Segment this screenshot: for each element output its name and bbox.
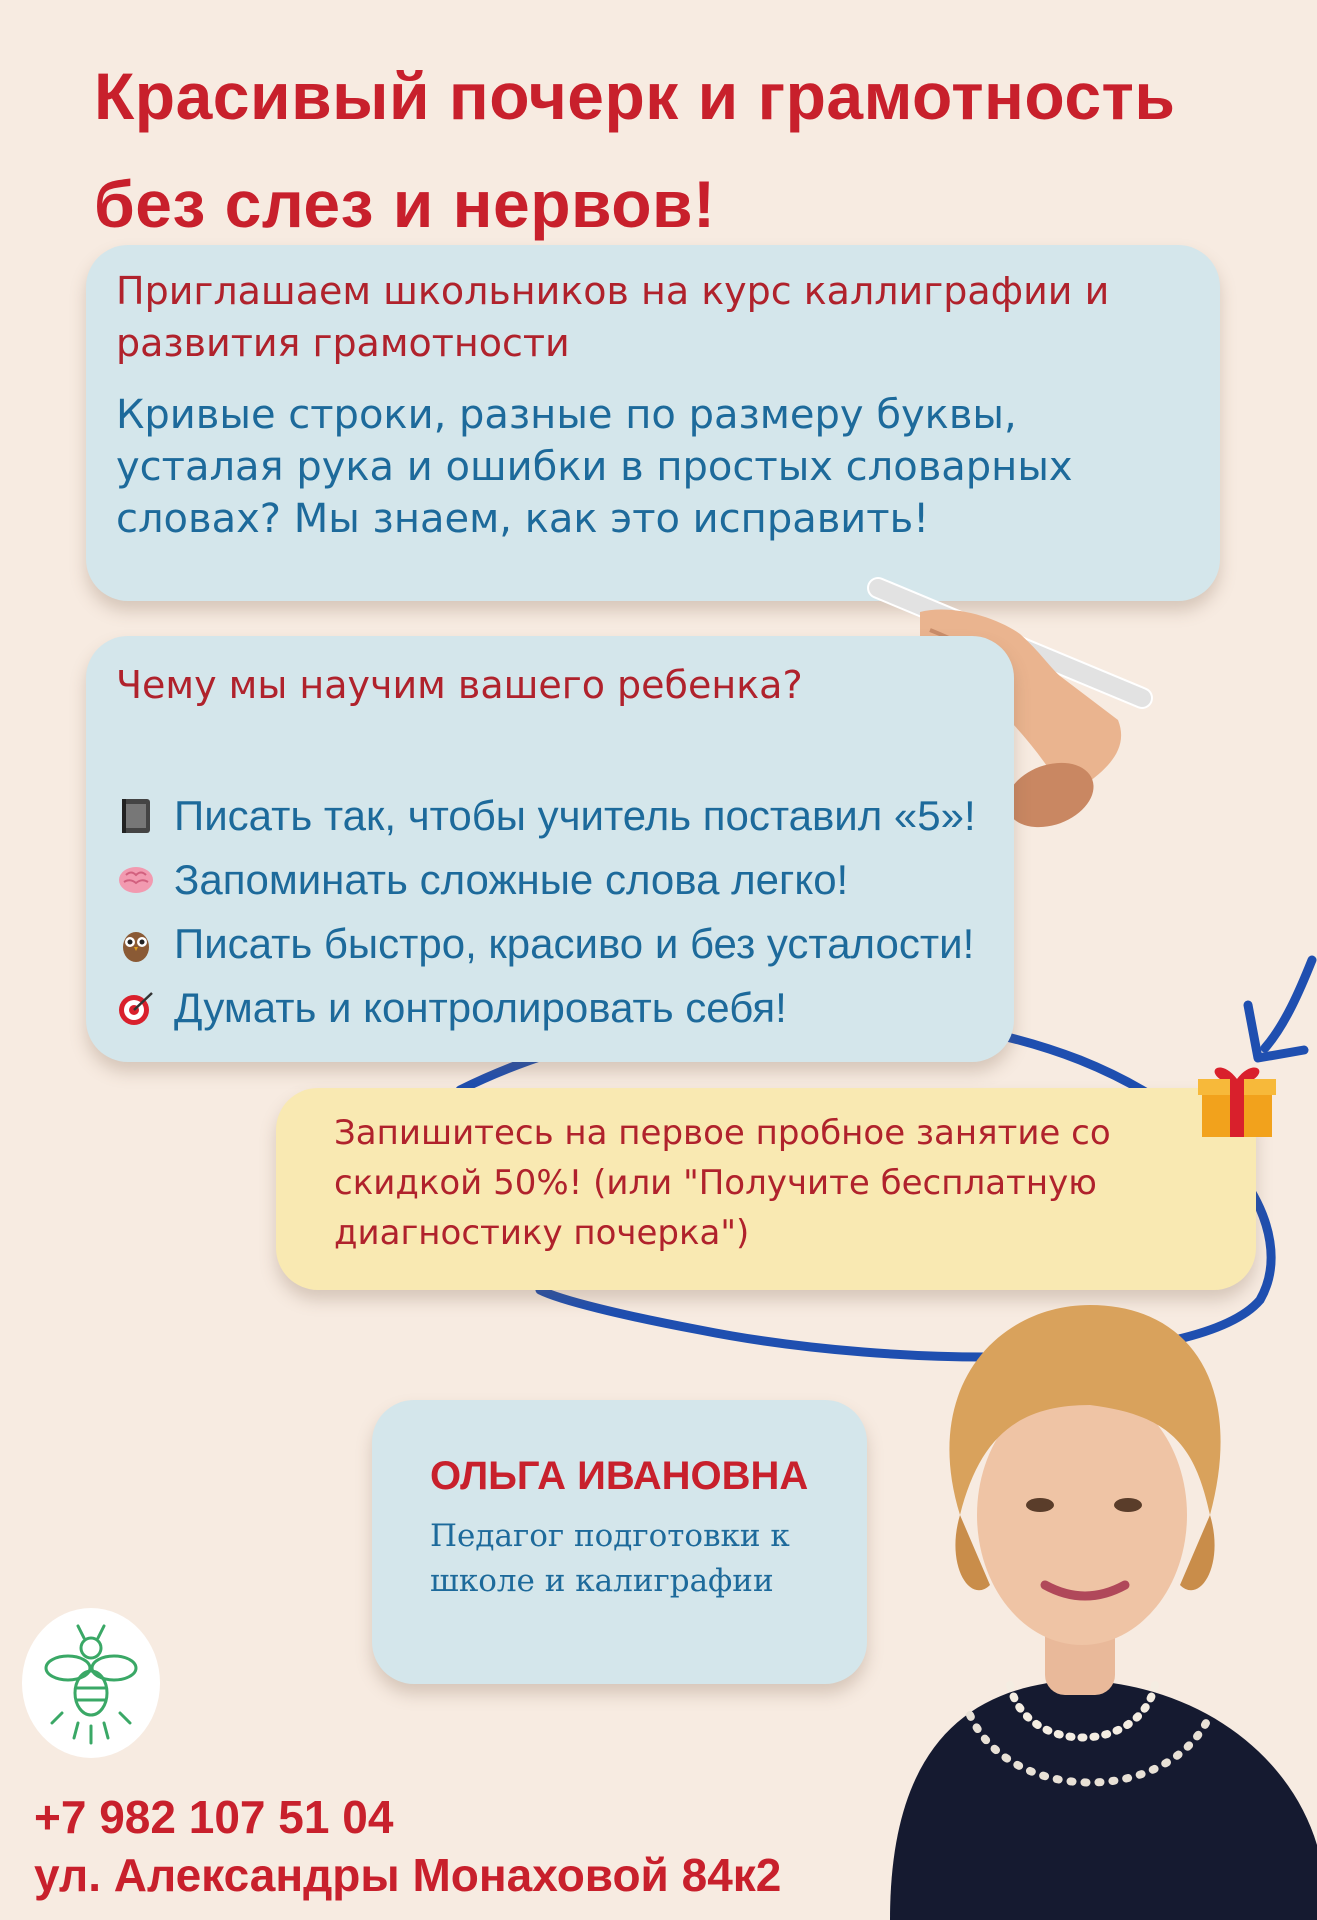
teacher-role: Педагог подготовки к школе и калиграфии	[430, 1518, 790, 1599]
address: ул. Александры Монаховой 84к2	[34, 1849, 782, 1901]
target-icon	[116, 988, 156, 1028]
gift-icon	[1192, 1055, 1282, 1145]
benefits-list	[116, 784, 1016, 1040]
intro-card	[86, 245, 1220, 601]
benefit-text: Писать так, чтобы учитель поставил «5»!	[174, 792, 976, 839]
benefits-card	[86, 636, 1014, 1062]
list-item	[116, 848, 1016, 912]
offer-text: Запишитесь на первое пробное занятие со скидкой 50%! (или "Получите бесплатную диагностику почерка")	[334, 1113, 1111, 1253]
benefit-text: Запоминать сложные слова легко!	[174, 856, 849, 903]
firefly-logo-icon	[22, 1608, 160, 1758]
benefit-text: Думать и контролировать себя!	[174, 984, 787, 1031]
benefit-text: Писать быстро, красиво и без усталости!	[174, 920, 975, 967]
offer-card	[276, 1088, 1256, 1290]
teacher-photo	[850, 1285, 1317, 1920]
brain-icon	[116, 860, 156, 900]
intro-body: Кривые строки, разные по размеру буквы, усталая рука и ошибки в простых словарных словах? Мы знаем, как это исправить!	[116, 392, 1073, 542]
owl-icon	[116, 924, 156, 964]
page-title: Красивый почерк и грамотность без слез и нервов!	[94, 59, 1176, 241]
benefits-heading: Чему мы научим вашего ребенка?	[116, 663, 803, 707]
intro-lead: Приглашаем школьников на курс каллиграфии и развития грамотности	[116, 269, 1110, 365]
list-item	[116, 784, 1016, 848]
notebook-icon	[116, 796, 156, 836]
teacher-name: ОЛЬГА ИВАНОВНА	[430, 1454, 809, 1498]
logo	[22, 1608, 160, 1758]
phone-number[interactable]: +7 982 107 51 04	[34, 1791, 394, 1843]
teacher-card	[372, 1400, 867, 1684]
list-item	[116, 912, 1016, 976]
list-item	[116, 976, 1016, 1040]
